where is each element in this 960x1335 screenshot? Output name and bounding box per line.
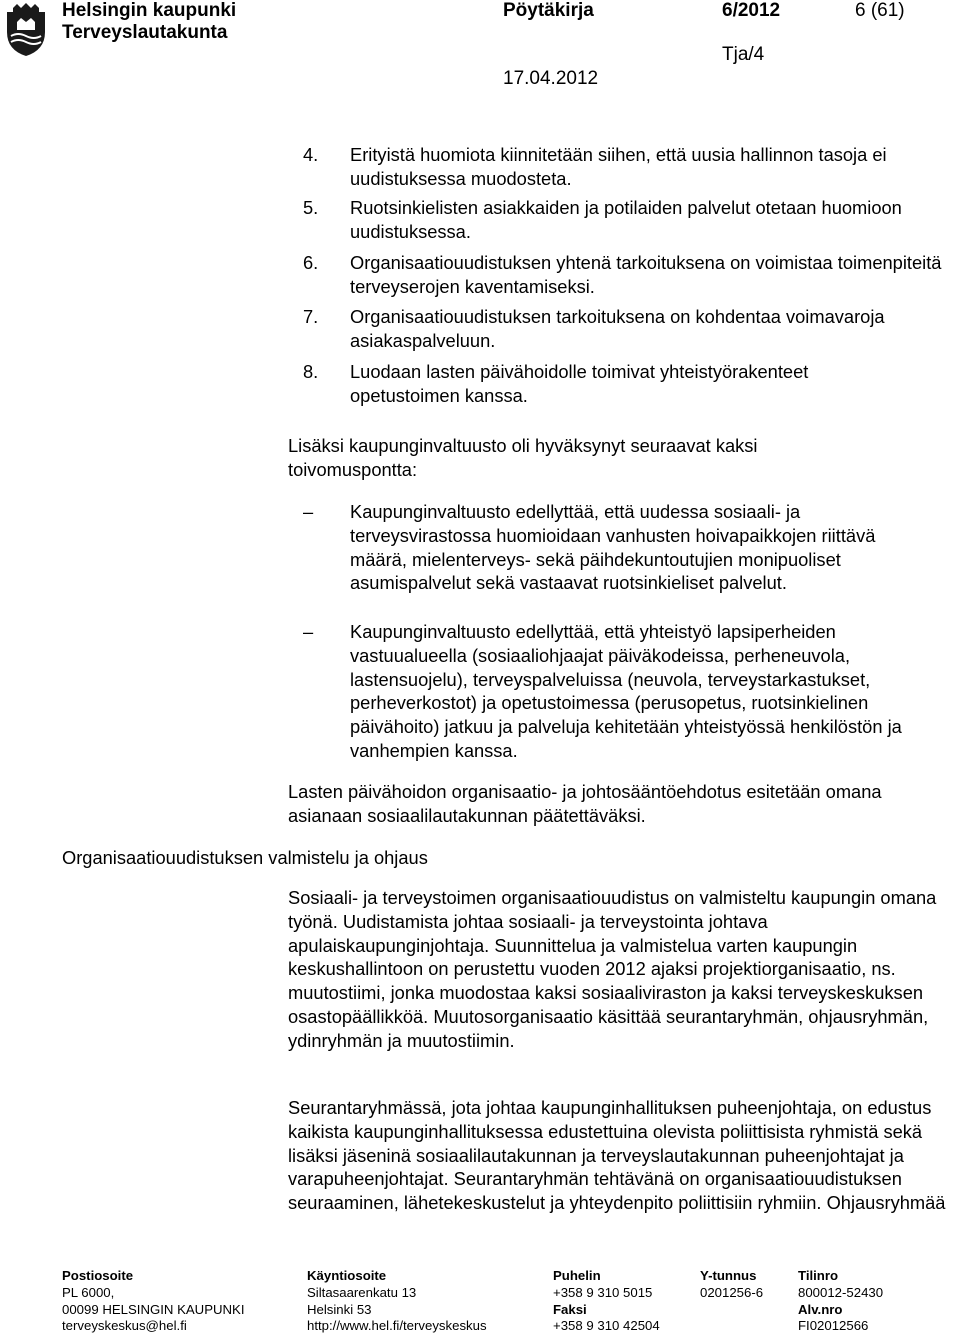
preparation-paragraph: Sosiaali- ja terveystoimen organisaatiouudistus on valmisteltu kaupungin omana työnä. Uudistamista johtaa sosiaali- ja terveystointa johtava apulaiskaupunginjohtaja. Suunnittelua ja valmistelua varten kaupungin keskushallintoon on perustettu vuoden 2012 ajaksi projektiorganisaatio, ns. muutostiimi, jonka muodostaa kaksi sosiaaliviraston ja kaksi terveyskeskuksen osastopäällikköä. Muutosorganisaatio käsittää seurantaryhmän, ohjausryhmän, ydinryhmän ja muutostiimin. [288,887,937,1051]
list-item-text: Organisaatiouudistuksen yhtenä tarkoituksena on voimistaa toimenpiteitä terveyserojen kaventamiseksi. [350,252,942,297]
side-heading: Organisaatiouudistuksen valmistelu ja ohjaus [62,847,428,868]
footer-postal-heading: Postiosoite [62,1268,134,1283]
dash-bullet: – [303,501,314,522]
list-item-text: Organisaatiouudistuksen tarkoituksena on kohdentaa voimavaroja asiakaspalveluun. [350,306,885,351]
dash-bullet: – [303,621,314,642]
footer-visiting-address [307,1268,487,1335]
footer-visiting-line: Helsinki 53 [307,1301,372,1317]
footer-business-id-heading: Y-tunnus [700,1268,757,1283]
footer-phone [553,1268,660,1335]
footer-account-heading: Tilinro [798,1268,839,1283]
page-number: 6 (61) [855,0,905,21]
footer-fax-number: +358 9 310 42504 [553,1318,660,1334]
list-item-number: 4. [303,144,319,165]
footer-phone-number: +358 9 310 5015 [553,1284,653,1300]
section-code: Tja/4 [722,44,765,65]
list-item-text: Luodaan lasten päivähoidolle toimivat yhteistyörakenteet opetustoimen kanssa. [350,361,809,406]
footer-postal-line: PL 6000, [62,1284,115,1300]
helsinki-crest-icon [3,2,49,58]
daycare-paragraph: Lasten päivähoidon organisaatio- ja johtosääntöehdotus esitetään omana asianaan sosiaalilautakunnan päätettäväksi. [288,781,882,826]
footer-account-value: 800012-52430 [798,1284,884,1300]
list-item-text: Erityistä huomiota kiinnitetään siihen, että uusia hallinnon tasoja ei uudistuksessa muodosteta. [350,144,887,189]
minutes-number: 6/2012 [722,0,781,21]
meeting-date: 17.04.2012 [503,68,599,89]
list-item-number: 6. [303,252,319,273]
board-name: Terveyslautakunta [62,22,228,43]
footer-visiting-heading: Käyntiosoite [307,1268,387,1283]
list-item [303,251,960,299]
list-item [303,196,960,244]
footer-vat-heading: Alv.nro [798,1301,843,1317]
list-item [303,305,960,353]
list-item-number: 5. [303,197,319,218]
footer-account [798,1268,883,1335]
footer-business-id-value: 0201256-6 [700,1284,764,1300]
footer-website: http://www.hel.fi/terveyskeskus [307,1318,487,1334]
document-type: Pöytäkirja [503,0,594,21]
footer-postal-line: 00099 HELSINGIN KAUPUNKI [62,1301,245,1317]
footer-fax-heading: Faksi [553,1301,587,1317]
footer-vat-value: FI02012566 [798,1318,869,1334]
list-item-text: Ruotsinkielisten asiakkaiden ja potilaiden palvelut otetaan huomioon uudistuksessa. [350,197,902,242]
list-item-number: 7. [303,306,319,327]
list-item [303,360,960,408]
list-item [303,143,960,191]
footer-business-id [700,1268,763,1302]
list-item-text: Kaupunginvaltuusto edellyttää, että yhteistyö lapsiperheiden vastuualueella (sosiaaliohjaajat päiväkodeissa, perheneuvola, lastensuojelu), terveyspalveluissa (neuvola, terveystarkastukset, perheverkostot) ja opetustoimessa (perusopetus, ruotsinkielinen päivähoito) jatkuu ja palveluja kehitetään yhteistyössä henkilöstön ja vanhempien kanssa. [350,621,902,761]
footer-email: terveyskeskus@hel.fi [62,1318,187,1334]
monitoring-paragraph: Seurantaryhmässä, jota johtaa kaupunginhallituksen puheenjohtaja, on edustus kaikista kaupunginhallituksessa edustettuina olevista poliittisista ryhmistä sekä lisäksi jäseninä sosiaalilautakunnan ja terveyslautakunnan puheenjohtajat ja varapuheenjohtajat. Seurantaryhmän tehtävänä on organisaatiouudistuksen seuraaminen, lähetekeskustelut ja yhteydenpito poliittisiin ryhmiin. Ohjausryhmää [288,1097,946,1214]
list-item [303,620,948,763]
intro-paragraph: Lisäksi kaupunginvaltuusto oli hyväksynyt seuraavat kaksi toivomuspontta: [288,435,758,480]
list-item [303,500,903,595]
list-item-number: 8. [303,361,319,382]
footer-phone-heading: Puhelin [553,1268,601,1283]
footer-postal-address [62,1268,245,1335]
organization-name: Helsingin kaupunki [62,0,237,21]
footer-visiting-line: Siltasaarenkatu 13 [307,1284,417,1300]
list-item-text: Kaupunginvaltuusto edellyttää, että uudessa sosiaali- ja terveysvirastossa huomioidaan vanhusten hoivapaikkojen riittävä määrä, mielenterveys- sekä päihdekuntoutujien monipuoliset asumispalvelut sekä vastaavat ruotsinkieliset palvelut. [350,501,876,594]
